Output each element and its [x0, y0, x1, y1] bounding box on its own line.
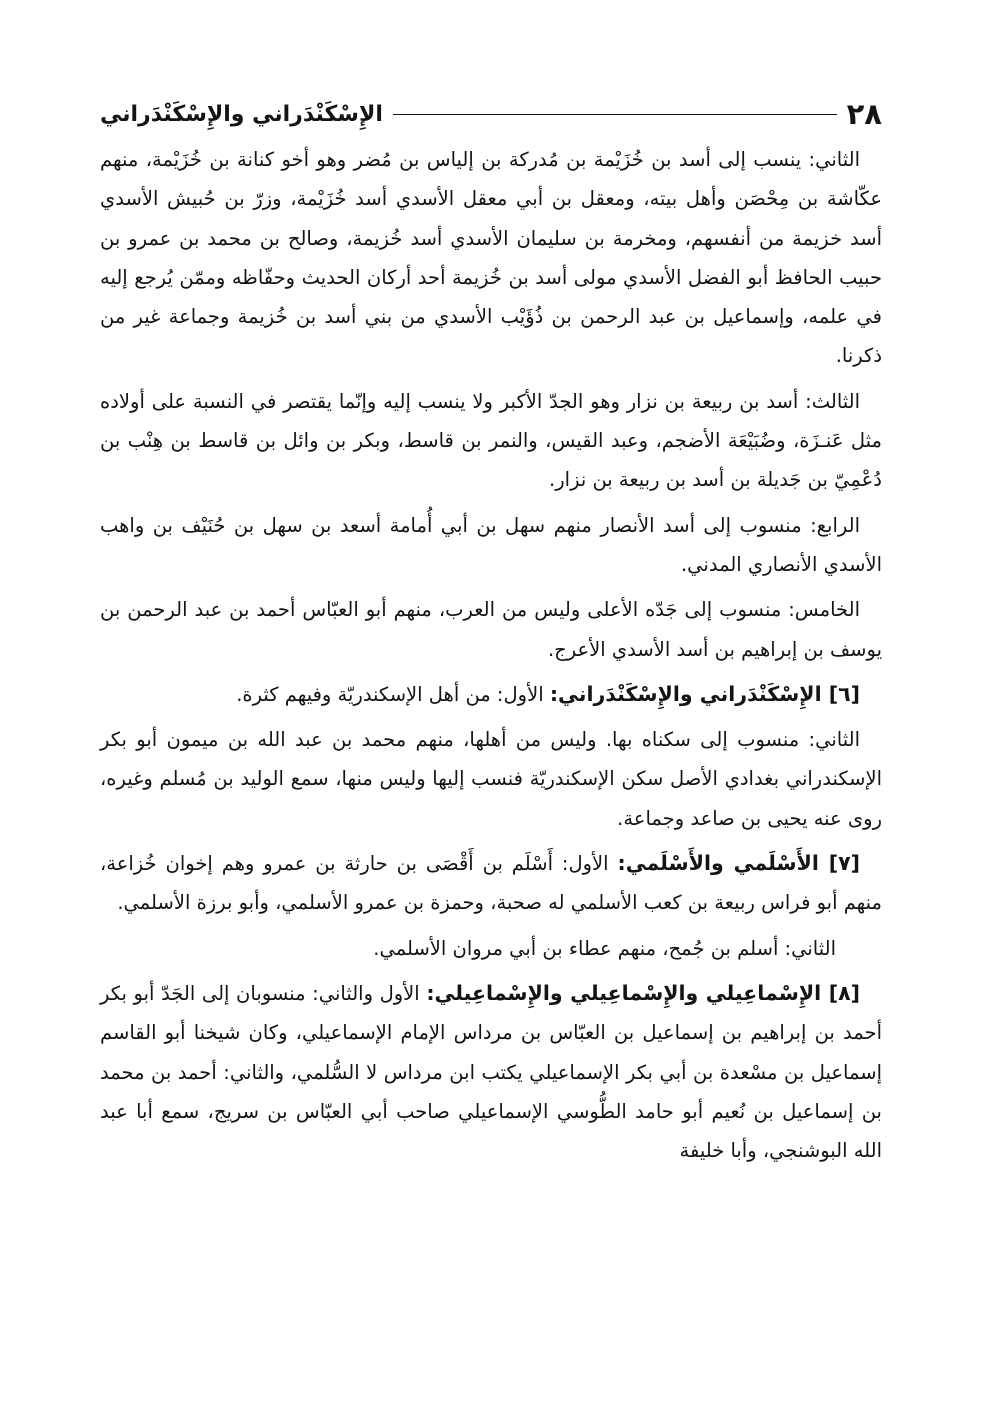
- running-header: [100, 92, 882, 136]
- entry-7-aslami: [100, 844, 882, 923]
- paragraph-text: الأول: أَسْلَم بن أَقْصَى بن حارثة بن عمرو وهم إخوان خُزاعة، منهم أبو فراس ربيعة بن كعب الأسلمي له صحبة، وحمزة بن عمرو الأسلمي، وأبو برزة الأسلمي.: [100, 852, 882, 915]
- paragraph-asad-rabia: [100, 382, 882, 500]
- header-rule: [393, 114, 837, 115]
- entry-8-ismaili: [100, 974, 882, 1170]
- entry-heading: [٧] الأَسْلَمي والأَسْلَمي:: [617, 851, 860, 876]
- entry-heading: [٨] الإِسْماعِيلي والإِسْماعِيلي والإِسْماعِيلي:: [426, 980, 860, 1005]
- body-text: [100, 140, 882, 1170]
- book-page: [100, 92, 882, 1392]
- paragraph-text: الخامس: منسوب إلى جَدّه الأعلى وليس من العرب، منهم أبو العبّاس أحمد بن عبد الرحمن بن يوسف بن إبراهيم بن أسد الأسدي الأعرج.: [100, 598, 882, 661]
- paragraph-asad-ansar: [100, 506, 882, 585]
- paragraph-text: الثالث: أسد بن ربيعة بن نزار وهو الجدّ الأكبر ولا ينسب إليه وإنّما يقتصر في النسبة على أولاده مثل عَنـزَة، وضُبَيْعَة الأضجم، وعبد القيس، والنمر بن قاسط، وبكر بن وائل بن قاسط بن هِنْب بن دُعْمِيّ بن جَديلة بن أسد بن ربيعة بن نزار.: [100, 389, 882, 492]
- paragraph-text: الثاني: ينسب إلى أسد بن خُزَيْمة بن مُدركة بن إلياس بن مُضر وهو أخو كنانة بن خُزَيْمة، منهم عكّاشة بن مِحْصَن وأهل بيته، ومعقل بن أبي معقل الأسدي أسد خُزَيْمة، وزرّ بن حُبيش الأسدي أسد خزيمة من أنفسهم، ومخرمة بن سليمان الأسدي أسد خُزيمة، وصالح بن محمد بن عمرو بن حبيب الحافظ أبو الفضل الأسدي مولى أسد بن خُزيمة أحد أركان الحديث وحفّاظه وممّن يُرجع إليه في علمه، وإسماعيل بن عبد الرحمن بن ذُؤَيْب الأسدي من بني أسد بن خُزيمة وجماعة غير من ذكرنا.: [100, 148, 882, 368]
- paragraph-aslami-second: [100, 929, 882, 968]
- paragraph-text: الأول: من أهل الإسكندريّة وفيهم كثرة.: [236, 682, 550, 706]
- paragraph-asad-jadd: [100, 590, 882, 669]
- page-number: ٢٨: [846, 96, 882, 131]
- paragraph-text: الثاني: منسوب إلى سكناه بها. وليس من أهلها، منهم محمد بن عبد الله بن ميمون أبو بكر الإسكندراني بغدادي الأصل سكن الإسكندريّة فنسب إليها وليس منها، سمع الوليد بن مُسلم وغيره، روى عنه يحيى بن صاعد وجماعة.: [100, 728, 882, 830]
- paragraph-asad-khuzayma: [100, 140, 882, 376]
- paragraph-iskandarani-second: [100, 720, 882, 838]
- paragraph-text: الثاني: أسلم بن جُمح، منهم عطاء بن أبي مروان الأسلمي.: [373, 936, 836, 960]
- entry-heading: [٦] الإِسْكَنْدَراني والإِسْكَنْدَراني:: [549, 681, 860, 706]
- paragraph-text: الرابع: منسوب إلى أسد الأنصار منهم سهل بن أبي أُمامة أسعد بن سهل بن حُنَيْف بن واهب الأسدي الأنصاري المدني.: [100, 513, 882, 576]
- running-title: الإِسْكَنْدَراني والإِسْكَنْدَراني: [100, 101, 383, 127]
- paragraph-text: الأول والثاني: منسوبان إلى الجَدّ أبو بكر أحمد بن إبراهيم بن إسماعيل بن العبّاس بن مرداس الإمام الإسماعيلي، وكان شيخنا أبو القاسم إسماعيل بن مسْعدة بن أبي بكر الإسماعيلي يكتب ابن مرداس لا السُّلمي، والثاني: أحمد بن محمد بن إسماعيل بن نُعيم أبو حامد الطُّوسي الإسماعيلي صاحب أبي العبّاس بن سريج، سمع أبا عبد الله البوشنجي، وأبا خليفة: [100, 981, 882, 1163]
- entry-6-iskandarani: [100, 675, 882, 714]
